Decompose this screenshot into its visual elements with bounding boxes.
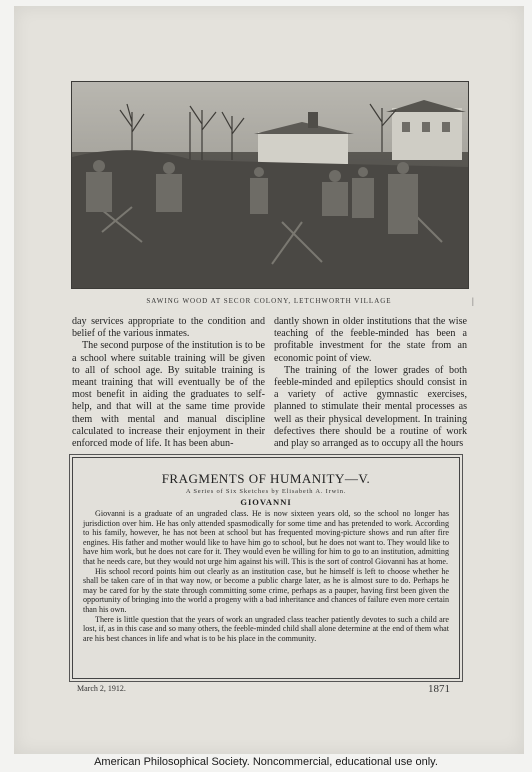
article-paragraph: The training of the lower grades of both feeble-minded and epileptics should consist in a variety of active gymnastic exercises, planned to stimulate their mental processes as well as their physical development. In training defectives there should be a routine of work and play so arranged as to occupy all the hours xyxy=(274,364,467,450)
sidebar-paragraph: Giovanni is a graduate of an ungraded class. He is now sixteen years old, so the school no longer has jurisdiction over him. He has only attended spasmodically for some time and has pretended to work. According to his family, however, he has not been at school but has frequented moving-picture shows and run after fire engines. His father and mother would like to have him go to school, but he does not want to. They would like to have him work, but he does not care for it. They would even be willing for him to go to an institution, admitting that he needs care, but they would not urge him against his will. This is the sort of control Giovanni has at home. xyxy=(83,509,449,566)
sidebar-name: GIOVANNI xyxy=(240,497,292,507)
page-number: 1871 xyxy=(428,683,450,695)
sidebar-body xyxy=(83,509,449,643)
sidebar-subtitle: A Series of Six Sketches by Elisabeth A. Irwin. xyxy=(185,488,347,495)
page-edge-mark: | xyxy=(472,296,474,306)
sidebar-paragraph: His school record points him out clearly as an institution case, but he himself is left to choose whether he shall be taken care of in that way now, or become a public charge later, as he is almost sure to do. Perhaps he may be cared for by the state through committing some crime, perhaps as a pauper, having first been given the opportunity of bringing into the world a progeny with a bad inheritance and chances of failure even more certain than his own. xyxy=(83,566,449,614)
credit-line: American Philosophical Society. Noncommercial, educational use only. xyxy=(94,756,438,768)
article-column-right xyxy=(274,316,467,450)
sidebar-title: FRAGMENTS OF HUMANITY—V. xyxy=(161,471,371,486)
article-column-left xyxy=(72,316,265,450)
article-paragraph: The second purpose of the institution is to be a school where suitable training will be given to all of school age. By suitable training is meant training that will eventually be of the most benefit in aiding the graduates to self-help, and that will at the same time provide them with mental and manual discipline calculated to increase their enjoyment in their enforced mode of life. It has been abun- xyxy=(72,340,265,450)
article-paragraph: day services appropriate to the condition and belief of the various inmates. xyxy=(72,316,265,340)
article-paragraph: dantly shown in older institutions that the wise teaching of the feeble-minded has been a profitable investment for the state from an economic point of view. xyxy=(274,316,467,364)
photo-caption: SAWING WOOD AT SECOR COLONY, LETCHWORTH VILLAGE xyxy=(146,297,392,305)
issue-date: March 2, 1912. xyxy=(77,684,126,693)
photograph-sawing-wood xyxy=(71,81,469,289)
sidebar-paragraph: There is little question that the years of work an ungraded class teacher patiently devotes to such a child are lost, if, as in this case and so many others, the feeble-minded child shall alone determine at the end of them what are his best chances in life and what is to be his place in the community. xyxy=(83,614,449,643)
photograph-image xyxy=(72,82,468,288)
sidebar-box xyxy=(72,457,460,679)
